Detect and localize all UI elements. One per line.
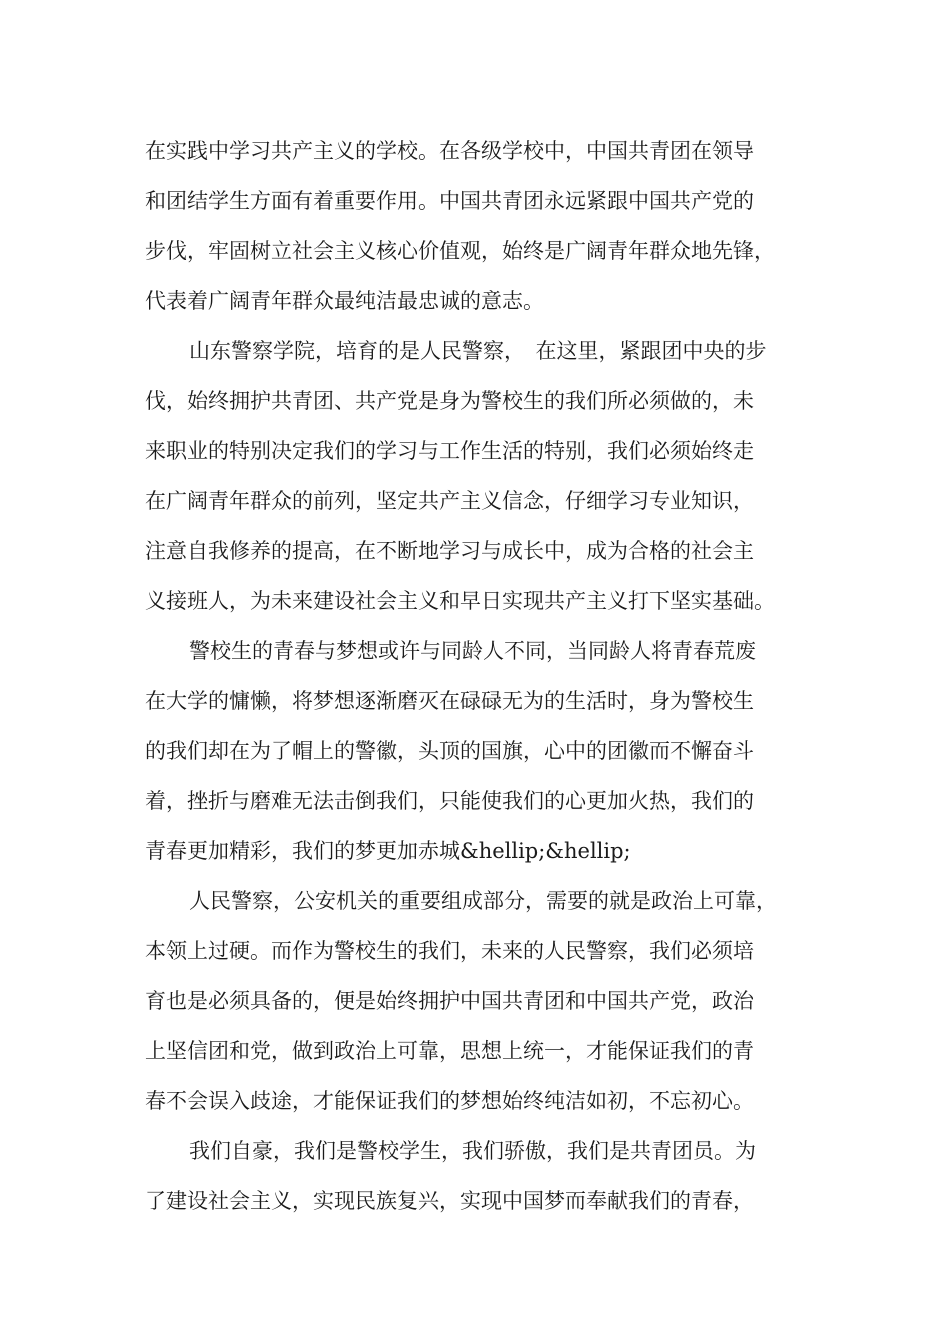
text-line: 在实践中学习共产主义的学校。在各级学校中，中国共青团在领导 — [145, 139, 754, 163]
paragraph-start-line: 山东警察学院，培育的是人民警察， 在这里，紧跟团中央的步 — [189, 339, 767, 363]
paragraph-start-line: 我们自豪，我们是警校学生，我们骄傲，我们是共青团员。为 — [189, 1139, 756, 1163]
text-line: 在大学的慵懒，将梦想逐渐磨灭在碌碌无为的生活时，身为警校生 — [145, 689, 754, 713]
paragraph-start-line: 警校生的青春与梦想或许与同龄人不同，当同龄人将青春荒废 — [189, 639, 756, 663]
text-line: 来职业的特别决定我们的学习与工作生活的特别，我们必须始终走 — [145, 439, 754, 463]
text-line: 上坚信团和党，做到政治上可靠，思想上统一，才能保证我们的青 — [145, 1039, 754, 1063]
text-line: 代表着广阔青年群众最纯洁最忠诚的意志。 — [145, 289, 544, 313]
text-line: 青春更加精彩，我们的梦更加赤城&hellip;&hellip; — [145, 839, 631, 863]
paragraph-start-line: 人民警察，公安机关的重要组成部分，需要的就是政治上可靠， — [189, 889, 777, 913]
text-line: 在广阔青年群众的前列，坚定共产主义信念，仔细学习专业知识， — [145, 489, 754, 513]
text-line: 春不会误入歧途，才能保证我们的梦想始终纯洁如初，不忘初心。 — [145, 1089, 754, 1113]
text-line: 和团结学生方面有着重要作用。中国共青团永远紧跟中国共产党的 — [145, 189, 754, 213]
text-line: 着，挫折与磨难无法击倒我们，只能使我们的心更加火热，我们的 — [145, 789, 754, 813]
text-line: 本领上过硬。而作为警校生的我们，未来的人民警察，我们必须培 — [145, 939, 754, 963]
text-line: 义接班人，为未来建设社会主义和早日实现共产主义打下坚实基础。 — [145, 589, 775, 613]
text-line: 了建设社会主义，实现民族复兴，实现中国梦而奉献我们的青春， — [145, 1189, 754, 1213]
text-line: 注意自我修养的提高，在不断地学习与成长中，成为合格的社会主 — [145, 539, 754, 563]
text-line: 的我们却在为了帽上的警徽，头顶的国旗，心中的团徽而不懈奋斗 — [145, 739, 754, 763]
text-line: 步伐，牢固树立社会主义核心价值观，始终是广阔青年群众地先锋， — [145, 239, 775, 263]
text-line: 伐，始终拥护共青团、共产党是身为警校生的我们所必须做的，未 — [145, 389, 754, 413]
text-line: 育也是必须具备的，便是始终拥护中国共青团和中国共产党，政治 — [145, 989, 754, 1013]
